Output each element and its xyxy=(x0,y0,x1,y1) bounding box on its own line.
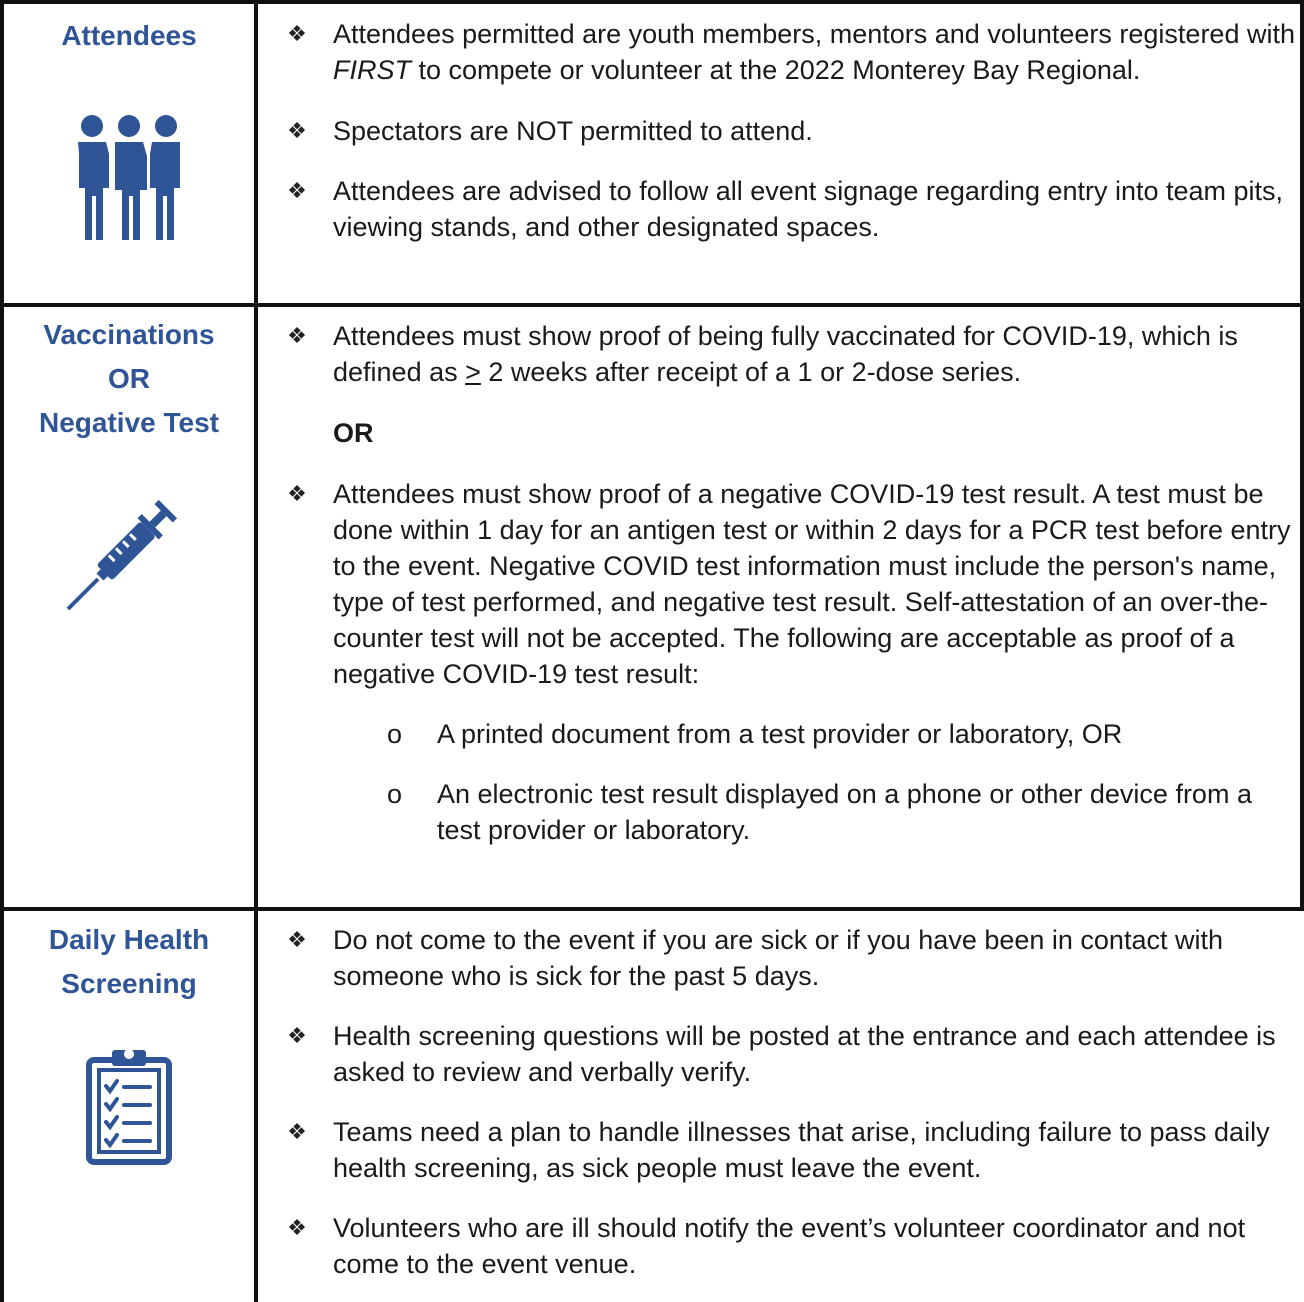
bullet-marker: ❖ xyxy=(287,1023,307,1048)
list-item: ❖ Attendees must show proof of a negative COVID-19 test result. A test must be done within 1 day for an antigen test or within 2 days for a PCR test before entry to the event. Negative COVID test information must include the person's name, type of test performed, and negative test result. Self-attestation of an over-the-counter test will not be accepted. The following are acceptable as proof of a negative COVID-19 test result: xyxy=(277,476,1297,692)
bullet-marker: ❖ xyxy=(287,481,307,506)
bullet-marker: ❖ xyxy=(287,1215,307,1240)
category-cell-attendees xyxy=(4,14,254,258)
list-item: ❖ Teams need a plan to handle illnesses that arise, including failure to pass daily health screening, as sick people must leave the event. xyxy=(277,1114,1297,1186)
category-title: Vaccinations OR Negative Test xyxy=(39,319,219,438)
sub-bullet-marker: o xyxy=(387,779,403,809)
bullet-marker: ❖ xyxy=(287,927,307,952)
category-cell-vaccinations xyxy=(4,313,254,613)
bullet-marker: ❖ xyxy=(287,178,307,203)
bullet-marker: ❖ xyxy=(287,118,307,143)
list-item: ❖ Health screening questions will be posted at the entrance and each attendee is asked to review and verbally verify. xyxy=(277,1018,1297,1090)
people-icon xyxy=(74,108,184,258)
attendees-content xyxy=(277,16,1297,245)
first-brand-text: FIRST xyxy=(333,55,411,85)
category-title: Daily Health Screening xyxy=(48,924,210,999)
row-divider xyxy=(0,303,1304,307)
list-item: ❖ Attendees permitted are youth members, mentors and volunteers registered with FIRST to compete or volunteer at the 2022 Monterey Bay Regional. xyxy=(277,16,1297,88)
greater-equal-symbol: > xyxy=(465,357,481,387)
sub-list-item: o An electronic test result displayed on a phone or other device from a test provider or laboratory. xyxy=(277,776,1297,848)
syringe-icon xyxy=(64,483,194,613)
table-border-right xyxy=(1300,0,1304,907)
sub-bullet-marker: o xyxy=(387,719,403,749)
bullet-marker: ❖ xyxy=(287,21,307,46)
list-item: ❖ Volunteers who are ill should notify the event’s volunteer coordinator and not come to the event venue. xyxy=(277,1210,1297,1282)
list-item: ❖ Do not come to the event if you are sick or if you have been in contact with someone who is sick for the past 5 days. xyxy=(277,922,1297,994)
vaccination-content xyxy=(277,318,1297,848)
list-item: ❖ Attendees are advised to follow all event signage regarding entry into team pits, viewing stands, and other designated spaces. xyxy=(277,173,1297,245)
list-item: ❖ Spectators are NOT permitted to attend. xyxy=(277,113,1297,149)
column-divider xyxy=(254,0,258,1302)
category-title: Attendees xyxy=(61,20,197,51)
or-label: OR xyxy=(333,418,374,448)
list-item: ❖ Attendees must show proof of being fully vaccinated for COVID-19, which is defined as > 2 weeks after receipt of a 1 or 2-dose series. xyxy=(277,318,1297,390)
health-screening-content xyxy=(277,922,1297,1282)
row-divider xyxy=(0,907,1304,911)
sub-list-item: o A printed document from a test provider or laboratory, OR xyxy=(277,716,1297,752)
bullet-marker: ❖ xyxy=(287,323,307,348)
category-cell-health-screening xyxy=(4,918,254,1166)
clipboard-checklist-icon xyxy=(84,1046,174,1166)
bullet-marker: ❖ xyxy=(287,1119,307,1144)
table-border-top xyxy=(0,0,1304,4)
